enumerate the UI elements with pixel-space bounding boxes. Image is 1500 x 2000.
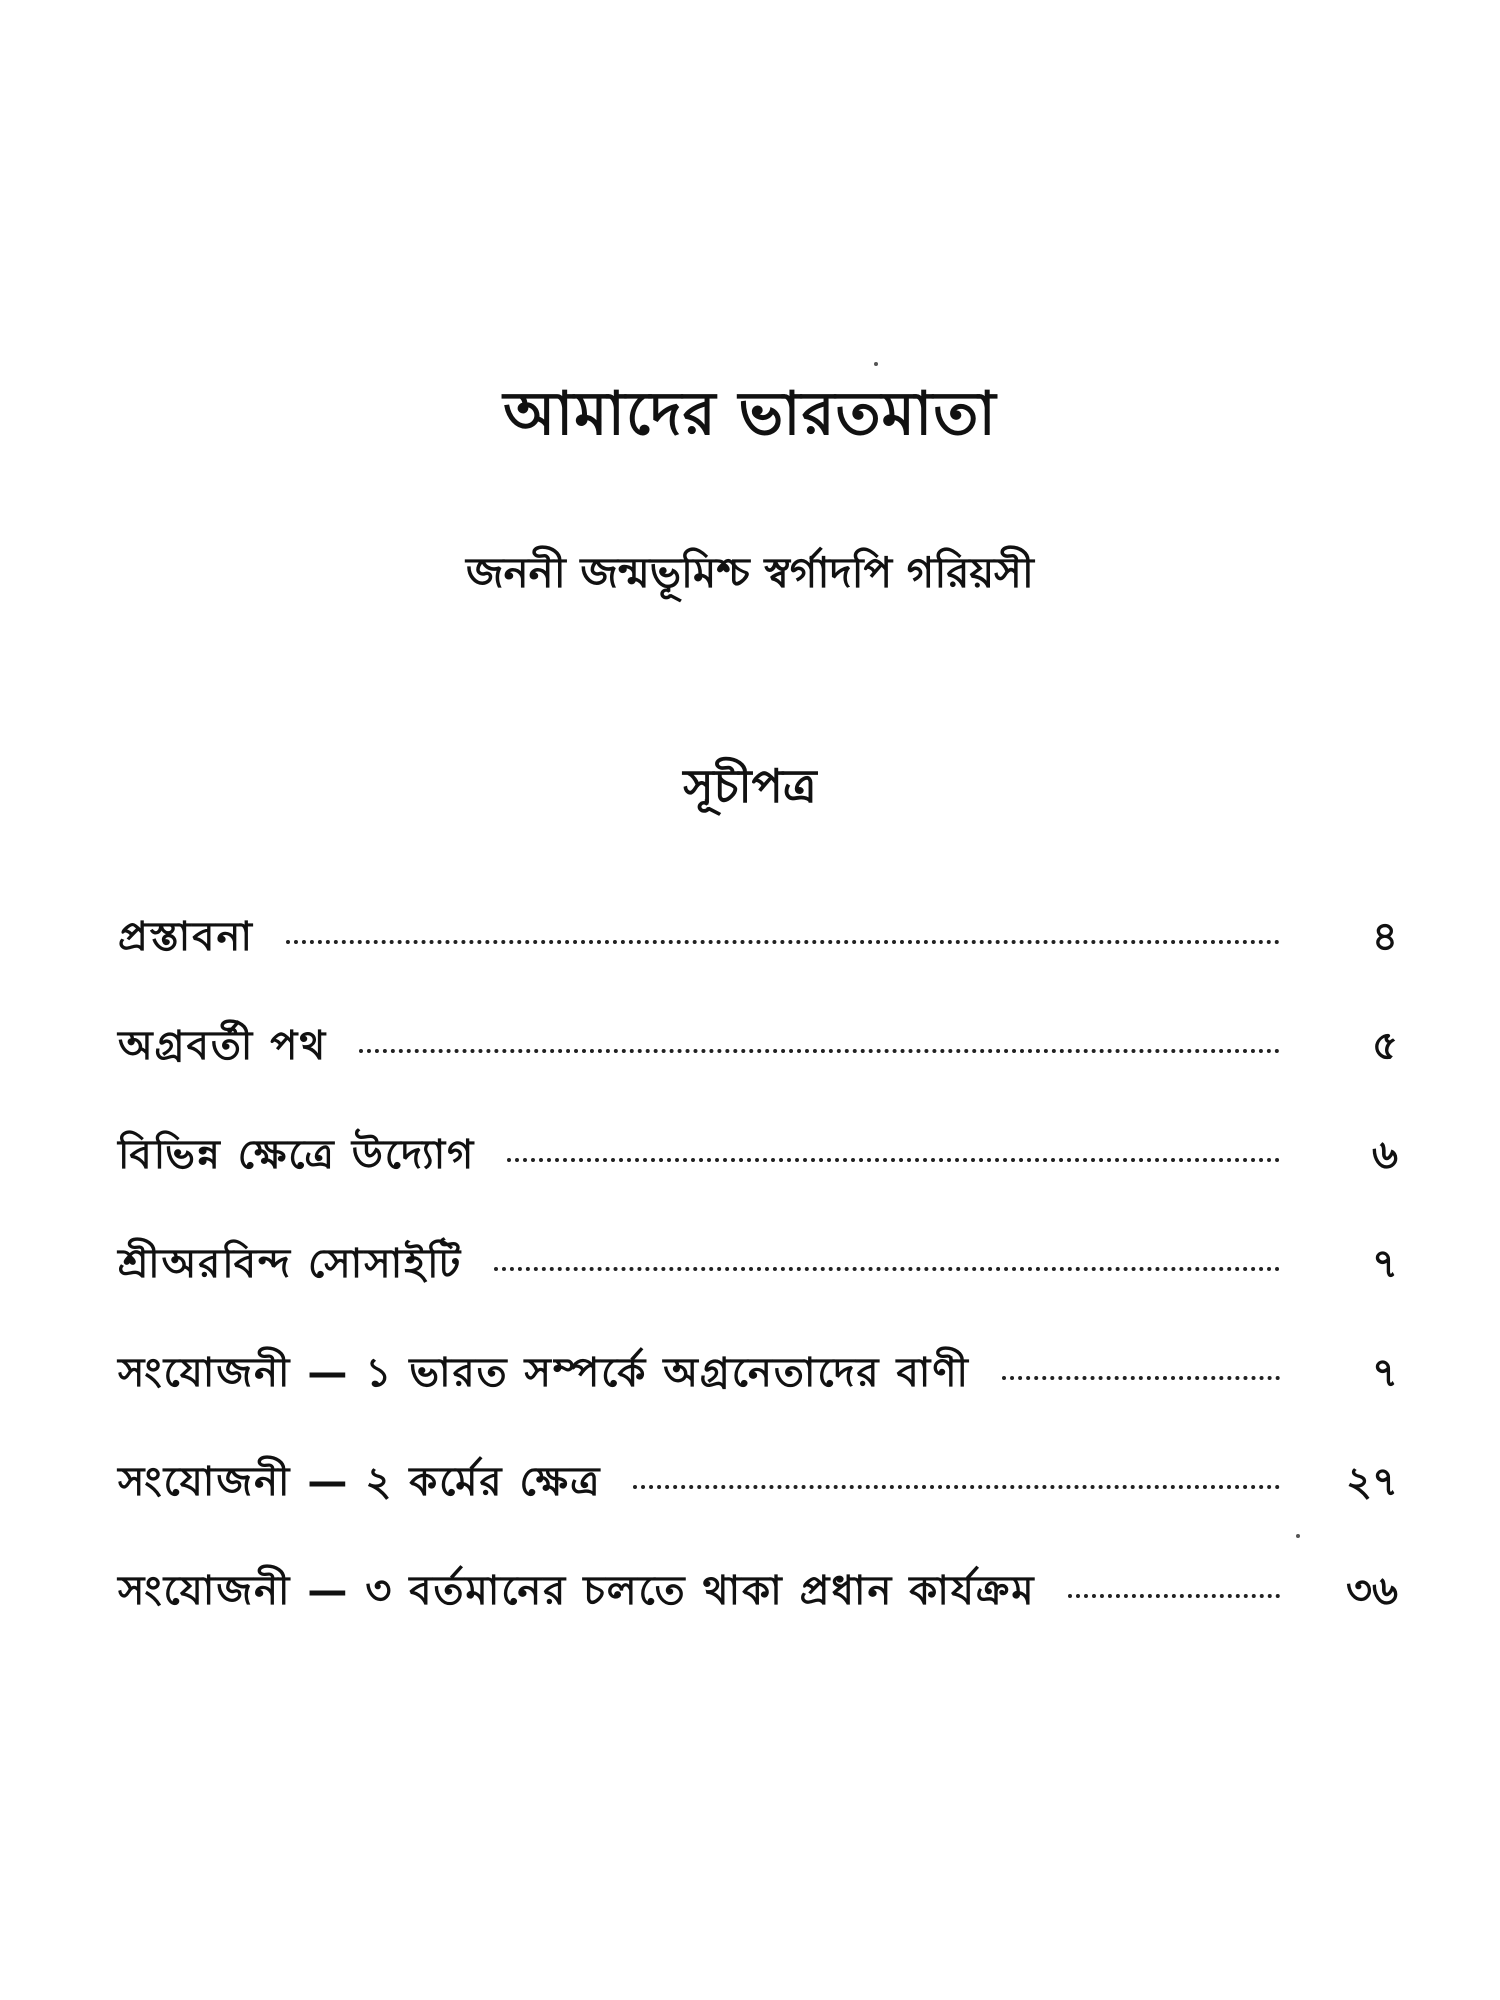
dot-leader bbox=[286, 940, 1280, 944]
dot-leader bbox=[633, 1485, 1280, 1489]
toc-entry-page: ৩৬ bbox=[1345, 1568, 1398, 1614]
dot-leader bbox=[1068, 1594, 1280, 1598]
toc-entry bbox=[118, 1123, 1398, 1232]
toc-entry-page: ৬ bbox=[1371, 1132, 1398, 1178]
toc-entry-page: ৭ bbox=[1371, 1241, 1398, 1287]
book-title: আমাদের ভারতমাতা bbox=[503, 379, 997, 449]
dot-leader bbox=[507, 1158, 1280, 1162]
dot-leader bbox=[1002, 1376, 1280, 1380]
toc-entry-page: ৫ bbox=[1372, 1023, 1398, 1069]
toc-entry-title: অগ্রবর্তী পথ bbox=[118, 1023, 328, 1069]
book-subtitle: জননী জন্মভূমিশ্চ স্বর্গাদপি গরিয়সী bbox=[466, 548, 1034, 597]
toc-entry-title: শ্রীঅরবিন্দ সোসাইটি bbox=[118, 1241, 463, 1287]
toc-entry-title: সংযোজনী — ১ ভারত সম্পর্কে অগ্রনেতাদের বাণী bbox=[118, 1350, 970, 1396]
contents-heading: সূচীপত্র bbox=[683, 759, 817, 813]
toc-entry-title: সংযোজনী — ৩ বর্তমানের চলতে থাকা প্রধান কার্যক্রম bbox=[118, 1568, 1036, 1614]
dot-leader bbox=[359, 1049, 1280, 1053]
toc-entry-page: ২৭ bbox=[1345, 1459, 1398, 1505]
toc-entry-page: ৪ bbox=[1372, 914, 1398, 960]
print-speck bbox=[874, 362, 878, 366]
toc-entry-title: প্রস্তাবনা bbox=[118, 914, 254, 960]
dot-leader bbox=[494, 1267, 1280, 1271]
toc-entry-title: বিভিন্ন ক্ষেত্রে উদ্যোগ bbox=[118, 1132, 476, 1178]
toc-entry bbox=[118, 1559, 1398, 1668]
toc-entry-title: সংযোজনী — ২ কর্মের ক্ষেত্র bbox=[118, 1459, 602, 1505]
toc-entry bbox=[118, 1232, 1398, 1341]
toc-entry bbox=[118, 1014, 1398, 1123]
toc-entry bbox=[118, 1341, 1398, 1450]
toc-entry bbox=[118, 905, 1398, 1014]
toc-entry-page: ৭ bbox=[1371, 1350, 1398, 1396]
table-of-contents bbox=[118, 905, 1398, 1668]
toc-entry bbox=[118, 1450, 1398, 1559]
